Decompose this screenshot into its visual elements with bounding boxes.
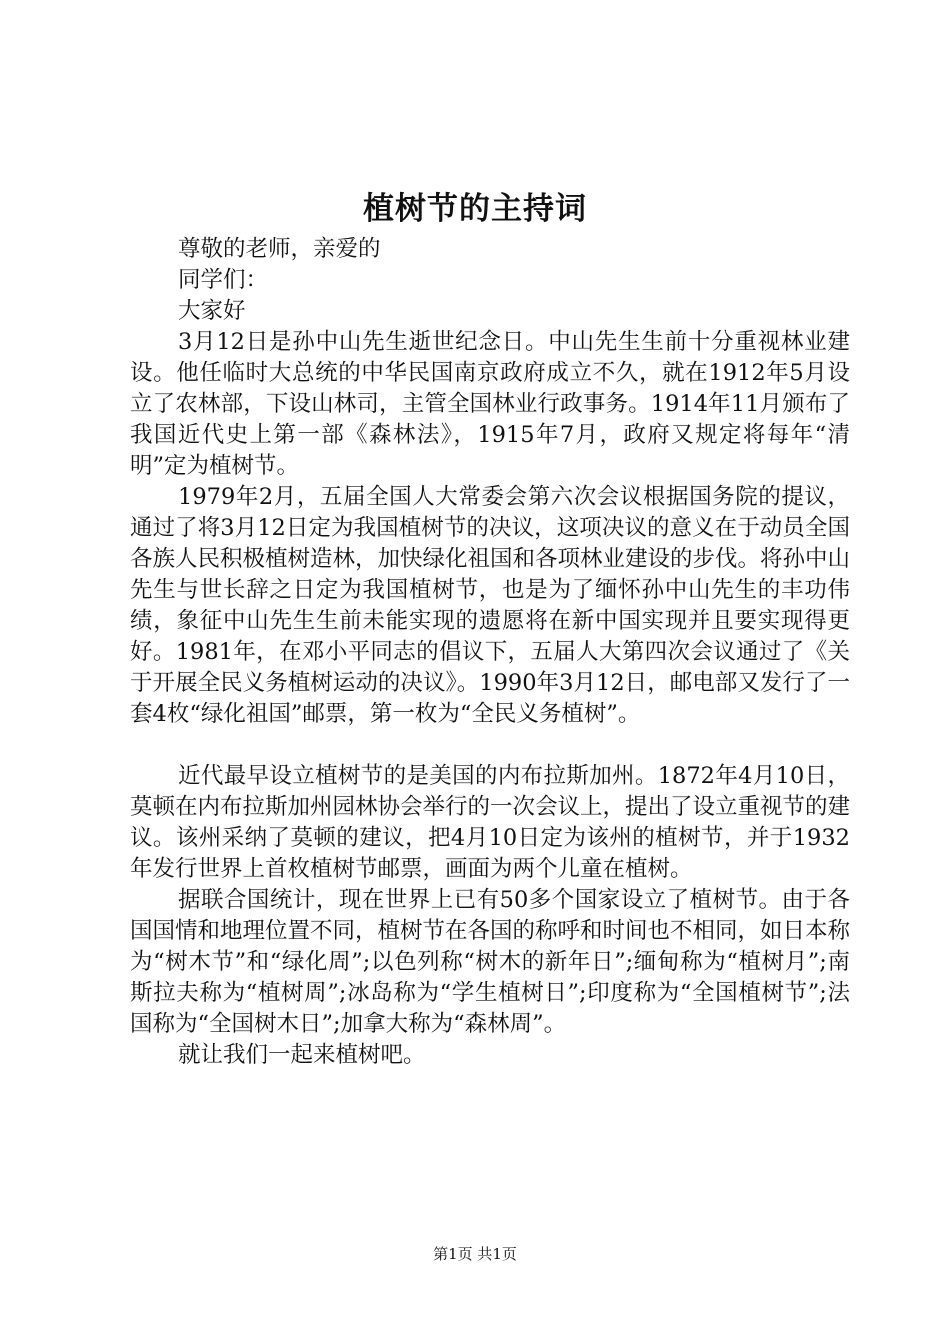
document-body [130,234,850,1071]
greeting-line-3: 大家好 [178,298,246,324]
greeting-line-2: 同学们： [178,267,269,293]
greeting-line-1: 尊敬的老师，亲爱的 [178,236,381,262]
paragraph-4: 据联合国统计，现在世界上已有50多个国家设立了植树节。由于各国国情和地理位置不同，植树节在各国的称呼和时间也不相同，如日本称为“树木节”和“绿化周”;以色列称“树木的新年日”;缅甸称为“植树月”;南斯拉夫称为“植树周”;冰岛称为“学生植树日”;印度称为“全国植树节”;法国称为“全国树木日”;加拿大称为“森林周”。 [130,887,851,1037]
paragraph-3: 近代最早设立植树节的是美国的内布拉斯加州。1872年4月10日，莫顿在内布拉斯加州园林协会举行的一次会议上，提出了设立重视节的建议。该州采纳了莫顿的建议，把4月10日定为该州的植树节，并于1932年发行世界上首枚植树节邮票，画面为两个儿童在植树。 [130,763,851,882]
page-footer: 第1页 共1页 [433,1245,517,1263]
document-title: 植树节的主持词 [363,191,587,227]
paragraph-5: 就让我们一起来植树吧。 [178,1042,426,1068]
paragraph-2: 1979年2月，五届全国人大常委会第六次会议根据国务院的提议，通过了将3月12日定为我国植树节的决议，这项决议的意义在于动员全国各族人民积极植树造林，加快绿化祖国和各项林业建设的步伐。将孙中山先生与世长辞之日定为我国植树节，也是为了缅怀孙中山先生的丰功伟绩，象征中山先生生前未能实现的遗愿将在新中国实现并且要实现得更好。1981年，在邓小平同志的倡议下，五届人大第四次会议通过了《关于开展全民义务植树运动的决议》。1990年3月12日，邮电部又发行了一套4枚“绿化祖国”邮票，第一枚为“全民义务植树”。 [130,484,851,727]
paragraph-1: 3月12日是孙中山先生逝世纪念日。中山先生生前十分重视林业建设。他任临时大总统的中华民国南京政府成立不久，就在1912年5月设立了农林部，下设山林司，主管全国林业行政事务。1914年11月颁布了我国近代史上第一部《森林法》，1915年7月，政府又规定将每年“清明”定为植树节。 [130,329,850,479]
